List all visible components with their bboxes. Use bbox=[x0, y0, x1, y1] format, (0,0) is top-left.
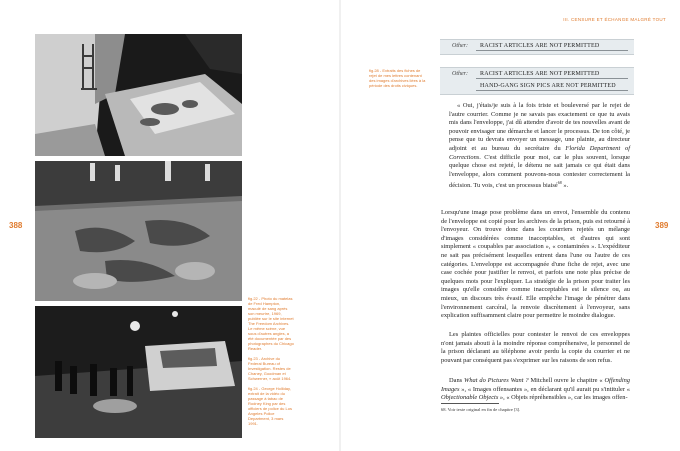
form-rule bbox=[476, 90, 628, 91]
caption-fig22: fig.22 - Photo du matelas de Fred Hampton, maculé de sang après son meurtre, 1969, publiée sur le site internet The Freedom Archives. Le même scène, vue sous d'autres angles, a été documentée par des photographes du Chicago Reader. bbox=[248, 296, 294, 351]
running-head: III. CENSURE ET ÉCHANGE MALGRÉ TOUT bbox=[563, 17, 666, 22]
body-paragraph-1 bbox=[441, 209, 630, 321]
caption-fig22-group bbox=[248, 296, 294, 431]
caption-fig28: fig.28 - Extraits des fiches de rejet de mes lettres contenant des images d'archives liées à la période des droits civiques. bbox=[369, 68, 426, 88]
inmate-letter-quote bbox=[449, 102, 630, 191]
rejection-form-row bbox=[440, 80, 634, 92]
quote-text-a: « Oui, j'étais/je suis à la fois triste et bouleversé par le rejet de l'autre courrier. Comme je ne savais pas exactement ce que tu avais mis dans l'enveloppe, j'ai dû attendre d'avoir de tes nouvelles avant de pouvoir envisager une démarche et lancer le processus. De ton côté, je pense que tu devrais envoyer un message, une plainte, au directeur adjoint et au bureau du secrétaire du bbox=[449, 102, 630, 152]
rejection-form-1 bbox=[440, 39, 634, 55]
caption-fig24: fig.24 - George Holliday, extrait de la vidéo du passage à tabac de Rodney King par des officiers de police du Los Angeles Police Department, 3 mars 1991. bbox=[248, 386, 292, 426]
form-rule bbox=[476, 78, 628, 79]
footnote: 68. Voir texte original en fin de chapitre [3]. bbox=[441, 407, 521, 412]
right-page-number: 389 bbox=[655, 221, 669, 230]
form-label: Other: bbox=[452, 43, 468, 49]
caption-fig23: fig.23 - Archive du Federal Bureau of Investigation. Restes de Chaney, Goodman et Schwerner, « août 1964. bbox=[248, 356, 292, 381]
body-text bbox=[441, 377, 630, 403]
alt-title: Objectionable Objects bbox=[441, 394, 499, 402]
body-paragraph-3 bbox=[441, 377, 630, 403]
photo-mattress-image bbox=[35, 34, 242, 156]
left-page-number: 388 bbox=[9, 221, 23, 230]
rejection-form-row bbox=[440, 68, 634, 80]
photo-remains bbox=[35, 161, 242, 301]
book-title: What do Pictures Want ? bbox=[464, 377, 529, 384]
photo-mattress bbox=[35, 34, 242, 156]
spread-gutter bbox=[339, 0, 341, 451]
form-value: RACIST ARTICLES ARE NOT PERMITTED bbox=[480, 43, 600, 49]
footnote-rule bbox=[441, 403, 499, 404]
body-text-d: », « Objets répréhensibles », car les images offen- bbox=[498, 394, 628, 402]
body-text: Les plaintes officielles pour contester le renvoi de ces enveloppes n'ont jamais abouti à la moindre réponse compréhensive, le personnel de la prison déclarant au téléphone avoir perdu la copie du courrier et ne pouvant par conséquent pas s'exprimer sur les raisons de son refus. bbox=[441, 331, 630, 364]
photo-rodney-king-video bbox=[35, 306, 242, 438]
chapter-title: Offending Images bbox=[441, 377, 630, 393]
form-label: Other: bbox=[452, 71, 468, 77]
photo-rodney-king-video-image bbox=[35, 306, 242, 438]
body-paragraph-2 bbox=[441, 331, 630, 365]
form-value: RACIST ARTICLES ARE NOT PERMITTED bbox=[480, 71, 600, 77]
body-text-c: », « Images offensantes », en déclarant qu'il aurait pu s'intituler « bbox=[459, 385, 630, 393]
body-text-b: Mitchell ouvre le chapitre « bbox=[528, 377, 605, 384]
footnote-ref: 68 bbox=[557, 180, 562, 186]
body-text-a: Dans bbox=[449, 377, 465, 384]
quote-paragraph bbox=[449, 102, 630, 191]
quote-text-italic: Florida Department of Corrections bbox=[449, 144, 630, 161]
quote-text-b: . C'est difficile pour moi, car le plus souvent, lorsque quelque chose est rejeté, le détenu ne sait jamais ce qui était dans l'enveloppe, alors comment pouvons-nous contester correctement la décision. Tu vois, c'est un processus biaisé bbox=[449, 153, 630, 190]
body-text: Lorsqu'une image pose problème dans un envoi, l'ensemble du contenu de l'enveloppe est copié pour les archives de la prison, puis est retourné à l'envoyeur. On trouve donc dans les courriers rejetés un mélange d'images considérées comme inacceptables, et d'autres qui sont simplement « coupables par association », « contaminées ». L'expéditeur ne sait pas précisément lesquelles entrent dans l'une ou l'autre de ces catégories. L'enveloppe est accompagnée d'une fiche de rejet, avec une case cochée pour justifier le renvoi, et parfois une note plus précise de quelques mots pour l'expliquer. La stratégie de la prison pour traiter les images qu'elle considère comme inacceptables est le silence ou, au mieux, un discours très évasif. Elle empêche l'image de pénétrer dans l'environnement carcéral, la renvoie discrètement à l'envoyeur, sans explication suffisamment claire pour permettre le moindre dialogue. bbox=[441, 209, 630, 320]
photo-remains-image bbox=[35, 161, 242, 301]
rejection-form-row bbox=[440, 40, 634, 52]
quote-text-c: ». bbox=[561, 182, 569, 190]
form-rule bbox=[476, 50, 628, 51]
rejection-form-2 bbox=[440, 67, 634, 95]
form-value: HAND-GANG SIGN PICS ARE NOT PERMITTED bbox=[480, 83, 616, 89]
